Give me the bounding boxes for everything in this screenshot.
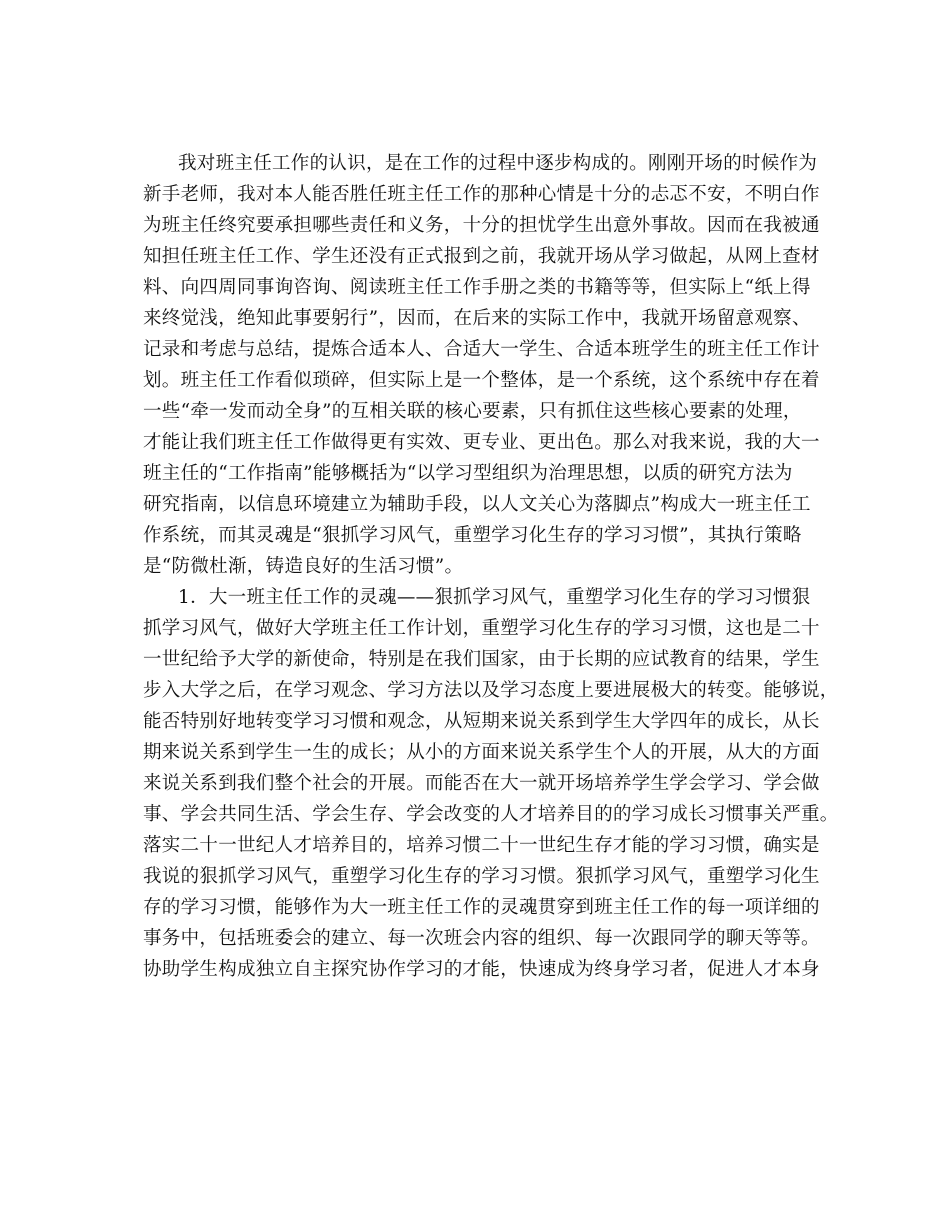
paragraph-1-line: 才能让我们班主任工作做得更有实效、更专业、更出色。那么对我来说，我的大一 bbox=[143, 432, 820, 453]
paragraph-1-line: 划。班主任工作看似琐碎，但实际上是一个整体，是一个系统，这个系统中存在着 bbox=[143, 370, 820, 391]
paragraph-2-line: 能否特别好地转变学习习惯和观念，从短期来说关系到学生大学四年的成长，从长 bbox=[143, 711, 820, 732]
paragraph-1-line: 料、向四周同事询咨询、阅读班主任工作手册之类的书籍等等，但实际上“纸上得 bbox=[143, 277, 811, 298]
paragraph-1-line: 我对班主任工作的认识，是在工作的过程中逐步构成的。刚刚开场的时候作为 bbox=[178, 153, 818, 174]
paragraph-1-line: 一些“牵一发而动全身”的互相关联的核心要素，只有抓住这些核心要素的处理， bbox=[143, 401, 802, 422]
paragraph-1-line: 记录和考虑与总结，提炼合适本人、合适大一学生、合适本班学生的班主任工作计 bbox=[143, 339, 820, 360]
paragraph-1-line: 研究指南，以信息环境建立为辅助手段，以人文关心为落脚点”构成大一班主任工 bbox=[143, 494, 811, 515]
paragraph-2-line: 1．大一班主任工作的灵魂——狠抓学习风气，重塑学习化生存的学习习惯狠 bbox=[178, 587, 811, 608]
paragraph-2-line: 来说关系到我们整个社会的开展。而能否在大一就开场培养学生学会学习、学会做 bbox=[143, 773, 820, 794]
paragraph-2-line: 一世纪给予大学的新使命，特别是在我们国家，由于长期的应试教育的结果，学生 bbox=[143, 649, 820, 670]
paragraph-1-line: 作系统，而其灵魂是“狠抓学习风气，重塑学习化生存的学习习惯”，其执行策略 bbox=[143, 525, 802, 546]
paragraph-1-line: 知担任班主任工作、学生还没有正式报到之前，我就开场从学习做起，从网上查材 bbox=[143, 246, 820, 267]
paragraph-1-line: 为班主任终究要承担哪些责任和义务，十分的担忧学生出意外事故。因而在我被通 bbox=[143, 215, 820, 236]
paragraph-2-line: 抓学习风气，做好大学班主任工作计划，重塑学习化生存的学习习惯，这也是二十 bbox=[143, 618, 820, 639]
paragraph-1-line: 班主任的“工作指南”能够概括为“以学习型组织为治理思想，以质的研究方法为 bbox=[143, 463, 793, 484]
paragraph-2-line: 存的学习习惯，能够作为大一班主任工作的灵魂贯穿到班主任工作的每一项详细的 bbox=[143, 897, 820, 918]
paragraph-1-line: 是“防微杜渐，铸造良好的生活习惯”。 bbox=[143, 556, 464, 577]
paragraph-2-line: 期来说关系到学生一生的成长；从小的方面来说关系学生个人的开展，从大的方面 bbox=[143, 742, 820, 763]
paragraph-2-line: 步入大学之后，在学习观念、学习方法以及学习态度上要进展极大的转变。能够说， bbox=[143, 680, 839, 701]
paragraph-2-line: 事、学会共同生活、学会生存、学会改变的人才培养目的的学习成长习惯事关严重。 bbox=[143, 804, 839, 825]
paragraph-2-line: 落实二十一世纪人才培养目的，培养习惯二十一世纪生存才能的学习习惯，确实是 bbox=[143, 835, 820, 856]
paragraph-1-line: 来终觉浅，绝知此事要躬行”，因而，在后来的实际工作中，我就开场留意观察、 bbox=[143, 308, 811, 329]
paragraph-2-line: 我说的狠抓学习风气，重塑学习化生存的学习习惯。狠抓学习风气，重塑学习化生 bbox=[143, 866, 820, 887]
paragraph-1-line: 新手老师，我对本人能否胜任班主任工作的那种心情是十分的忐忑不安，不明白作 bbox=[143, 184, 820, 205]
paragraph-2-line: 协助学生构成独立自主探究协作学习的才能，快速成为终身学习者，促进人才本身 bbox=[143, 959, 820, 980]
paragraph-2-line: 事务中，包括班委会的建立、每一次班会内容的组织、每一次跟同学的聊天等等。 bbox=[143, 928, 820, 949]
